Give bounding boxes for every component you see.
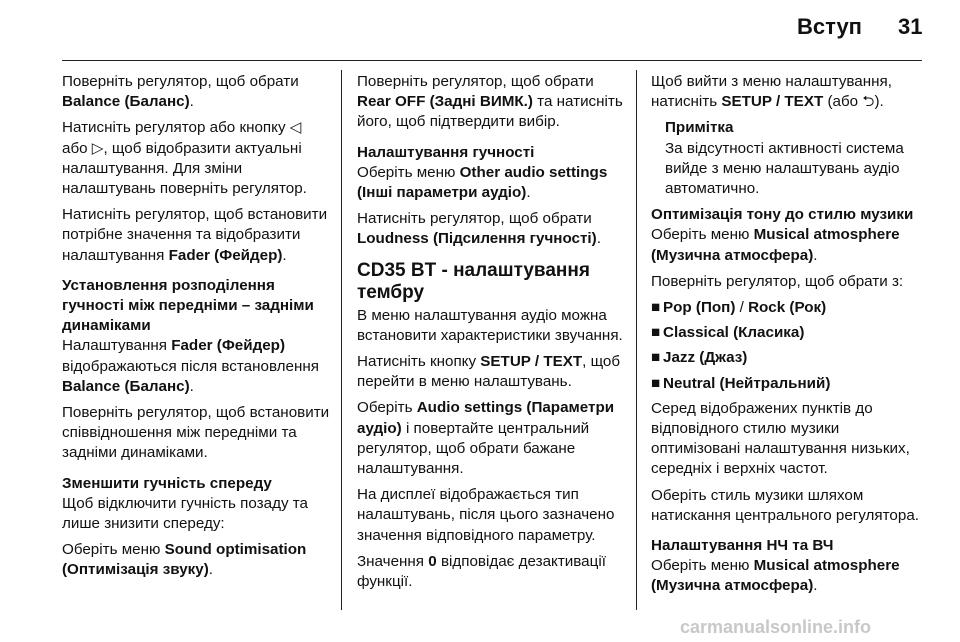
paragraph: Оберіть меню Musical atmosphere (Музична атмосфера). bbox=[651, 557, 900, 595]
note-heading: Примітка bbox=[665, 119, 734, 137]
paragraph: Щоб відключити гучність позаду та лише знизити спереду: bbox=[62, 494, 309, 533]
menu-term: Musical atmosphere (Музична атмосфера) bbox=[651, 557, 900, 595]
section-heading: Установлення розподілення гучності між передніми – задніми динаміками bbox=[62, 276, 314, 335]
list-item: ■ Classical (Класика) bbox=[651, 323, 919, 343]
menu-term: Balance (Баланс) bbox=[62, 377, 190, 395]
section-heading: Оптимізація тону до стилю музики bbox=[651, 206, 914, 224]
bullet-icon: ■ bbox=[651, 374, 661, 392]
paragraph: Натисніть регулятор, щоб встановити потрібне значення та відобразити налаштування Fader (Фейдер). bbox=[62, 206, 328, 264]
column-2 bbox=[357, 72, 625, 598]
note-box bbox=[665, 118, 919, 199]
button-term: SETUP / TEXT bbox=[721, 93, 824, 111]
menu-term: Audio settings (Параметри аудіо) bbox=[357, 399, 615, 437]
section-heading: Зменшити гучність спереду bbox=[62, 474, 272, 492]
section-heading: Налаштування гучності bbox=[357, 143, 535, 161]
paragraph: Поверніть регулятор, щоб встановити співвідношення між передніми та задніми динаміками. bbox=[62, 404, 330, 462]
column-divider bbox=[636, 70, 637, 610]
list-item: ■ Jazz (Джаз) bbox=[651, 348, 919, 368]
paragraph: Серед відображених пунктів до відповідного стилю музики оптимізовані налаштування низьких, середніх і верхніх частот. bbox=[651, 399, 910, 478]
paragraph: Поверніть регулятор, щоб обрати Balance (Баланс). bbox=[62, 73, 299, 111]
menu-term: Other audio settings (Інші параметри аудіо) bbox=[357, 163, 608, 202]
paragraph: Натисніть регулятор або кнопку ◁ або ▷, щоб відобразити актуальні налаштування. Для зміни налаштувань поверніть регулятор. bbox=[62, 119, 307, 198]
menu-term: Loudness (Підсилення гучності) bbox=[357, 230, 597, 248]
page-number: 31 bbox=[898, 14, 923, 39]
watermark: carmanualsonline.info bbox=[680, 617, 872, 637]
value-term: 0 bbox=[428, 552, 437, 570]
menu-term: Balance (Баланс) bbox=[62, 93, 190, 111]
note-text: За відсутності активності система вийде з меню налаштувань аудіо автоматично. bbox=[665, 139, 904, 198]
paragraph: Оберіть меню Musical atmosphere (Музична атмосфера). bbox=[651, 226, 900, 264]
paragraph: Налаштування Fader (Фейдер) відображаються після встановлення Balance (Баланс). bbox=[62, 337, 319, 395]
paragraph: На дисплеї відображається тип налаштувань, після цього зазначено значення відповідного параметру. bbox=[357, 486, 615, 544]
page-header bbox=[0, 0, 960, 62]
list-item: ■ Neutral (Нейтральний) bbox=[651, 374, 919, 394]
column-divider bbox=[341, 70, 342, 610]
music-style-list bbox=[651, 298, 919, 394]
chapter-heading: CD35 BT - налаштування тембру bbox=[357, 259, 590, 303]
paragraph: Оберіть Audio settings (Параметри аудіо) і повертайте центральний регулятор, щоб обрати бажане налаштування. bbox=[357, 399, 615, 478]
list-item: ■ Pop (Поп) / Rock (Рок) bbox=[651, 298, 919, 318]
paragraph: Натисніть регулятор, щоб обрати Loudness (Підсилення гучності). bbox=[357, 210, 601, 248]
header-divider bbox=[62, 60, 922, 61]
bullet-icon: ■ bbox=[651, 299, 661, 317]
paragraph: В меню налаштування аудіо можна встановити характеристики звучання. bbox=[357, 306, 623, 344]
paragraph: Поверніть регулятор, щоб обрати з: bbox=[651, 272, 904, 290]
paragraph: Натисніть кнопку SETUP / TEXT, щоб перейти в меню налаштувань. bbox=[357, 353, 621, 391]
bullet-icon: ■ bbox=[651, 349, 661, 367]
section-title: Вступ bbox=[797, 14, 862, 39]
bullet-icon: ■ bbox=[651, 324, 661, 342]
paragraph: Оберіть меню Sound optimisation (Оптимізація звуку). bbox=[62, 541, 307, 579]
column-1 bbox=[62, 72, 330, 587]
paragraph: Значення 0 відповідає дезактивації функції. bbox=[357, 552, 606, 591]
menu-term: Musical atmosphere (Музична атмосфера) bbox=[651, 226, 900, 264]
button-term: SETUP / TEXT bbox=[480, 353, 583, 371]
paragraph: Поверніть регулятор, щоб обрати Rear OFF (Задні ВИМК.) та натисніть його, щоб підтвердити вибір. bbox=[357, 73, 623, 131]
menu-term: Fader (Фейдер) bbox=[168, 246, 283, 264]
paragraph: Щоб вийти з меню налаштування, натисніть SETUP / TEXT (або ⮌). bbox=[651, 73, 892, 111]
section-heading: Налаштування НЧ та ВЧ bbox=[651, 537, 834, 555]
paragraph: Оберіть стиль музики шляхом натискання центрального регулятора. bbox=[651, 486, 919, 524]
menu-term: Sound optimisation (Оптимізація звуку) bbox=[62, 541, 307, 579]
paragraph: Оберіть меню Other audio settings (Інші параметри аудіо). bbox=[357, 163, 608, 202]
menu-term: Fader (Фейдер) bbox=[171, 337, 286, 355]
column-3 bbox=[651, 72, 919, 603]
menu-term: Rear OFF (Задні ВИМК.) bbox=[357, 93, 533, 111]
